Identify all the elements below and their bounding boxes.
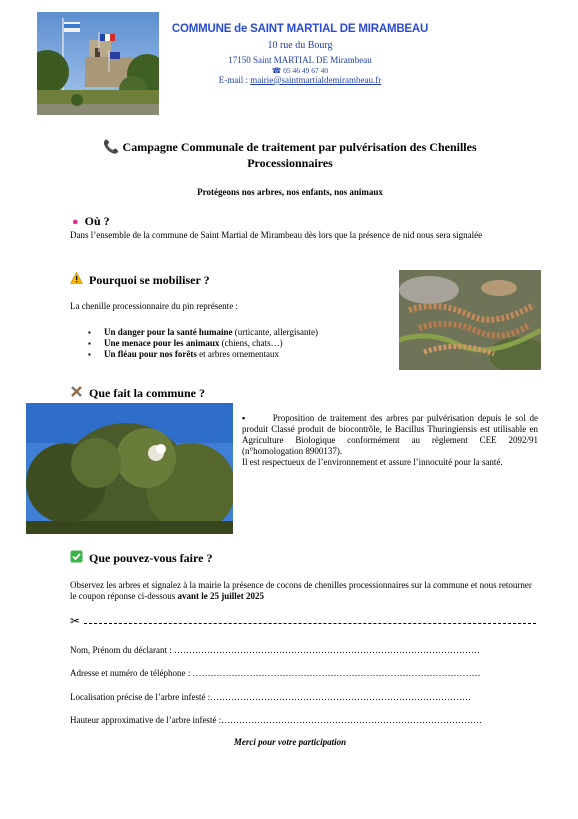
thanks-text: Merci pour votre participation bbox=[233, 737, 347, 747]
caterpillar-photo bbox=[399, 270, 541, 370]
tree-location-field[interactable]: Localisation précise de l’arbre infesté :…………………………………………………………………………… bbox=[70, 692, 472, 702]
where-text: Dans l’ensemble de la commune de Saint Martial de Mirambeau dès lors que la présence de nid nous sera signalée bbox=[70, 230, 483, 240]
tree-height-field[interactable]: Hauteur approximative de l’arbre infesté :…………………………………………………………………………… bbox=[70, 715, 483, 725]
municipality-title: COMMUNE de SAINT MARTIAL DE MIRAMBEAU bbox=[171, 23, 429, 35]
location-pin-icon: ● bbox=[72, 215, 79, 228]
commune-text bbox=[242, 413, 538, 468]
list-item: ▪ Une menace pour les animaux (chiens, chats…) bbox=[70, 338, 400, 349]
section-where-heading bbox=[72, 214, 110, 229]
phone-icon: ☎ bbox=[271, 66, 282, 75]
phone-line bbox=[170, 66, 430, 75]
address-line: 10 rue du Bourg bbox=[267, 40, 333, 51]
action-text: Observez les arbres et signalez à la mairie la présence de cocons de chenilles processionnaires sur la commune et nous retourner le coupon réponse ci-dessous avant le 25 juillet 2025 bbox=[70, 580, 532, 601]
list-item: ▪ Un danger pour la santé humaine (urticante, allergisante) bbox=[70, 327, 400, 338]
section-commune-heading bbox=[70, 385, 205, 402]
email-label: E-mail : bbox=[218, 75, 251, 85]
cut-line bbox=[70, 614, 536, 628]
bullet-marker: ▪ bbox=[242, 413, 247, 423]
pine-tree-photo bbox=[26, 403, 233, 534]
email-link[interactable]: mairie@saintmartialdemirambeau.fr bbox=[250, 75, 382, 85]
title-line-1: Campagne Communale de traitement par pulvérisation des Chenilles bbox=[122, 140, 477, 154]
check-box-icon bbox=[70, 550, 83, 567]
address-phone-field[interactable]: Adresse et numéro de téléphone : …………………………………………………………………………………… bbox=[70, 668, 481, 678]
section-action-heading bbox=[70, 550, 212, 567]
dashed-divider bbox=[84, 623, 536, 624]
declarant-name-field[interactable]: Nom, Prénom du déclarant : ………………………………………………………………………………………… bbox=[70, 645, 480, 655]
email-line bbox=[170, 75, 430, 85]
document-title bbox=[80, 139, 500, 171]
commune-heading: Que fait la commune ? bbox=[89, 386, 205, 400]
subtitle: Protégeons nos arbres, nos enfants, nos animaux bbox=[197, 187, 383, 197]
why-list bbox=[70, 327, 400, 360]
phone-icon: 📞 bbox=[103, 139, 120, 154]
title-line-2: Processionnaires bbox=[247, 156, 333, 170]
why-heading: Pourquoi se mobiliser ? bbox=[89, 272, 210, 287]
town-photo bbox=[37, 12, 159, 115]
section-why-heading bbox=[70, 272, 210, 288]
commune-paragraph-2: Il est respectueux de l’environnement et assure l’innocuité pour la santé. bbox=[242, 457, 503, 467]
deadline: avant le 25 juillet 2025 bbox=[177, 591, 264, 601]
tools-icon bbox=[70, 385, 83, 402]
warning-icon bbox=[70, 272, 83, 288]
list-item: ▪ Un fléau pour nos forêts et arbres ornementaux bbox=[70, 349, 400, 360]
phone-number: 05 46 49 67 40 bbox=[283, 66, 329, 75]
commune-paragraph-1: Proposition de traitement des arbres par pulvérisation depuis le sol de produit Classé produit de biocontrôle, le Bacillus Thuringiensis est utilisable en Agriculture Biologique conformément au règlement CEE 2092/91 (n°homologation 8900137). bbox=[242, 413, 538, 456]
why-intro: La chenille processionnaire du pin représente : bbox=[70, 301, 238, 311]
action-heading: Que pouvez-vous faire ? bbox=[89, 551, 213, 565]
where-heading: Où ? bbox=[84, 214, 110, 228]
scissors-icon: ✂ bbox=[70, 614, 81, 628]
postcode-city: 17150 Saint MARTIAL DE Mirambeau bbox=[228, 55, 372, 65]
